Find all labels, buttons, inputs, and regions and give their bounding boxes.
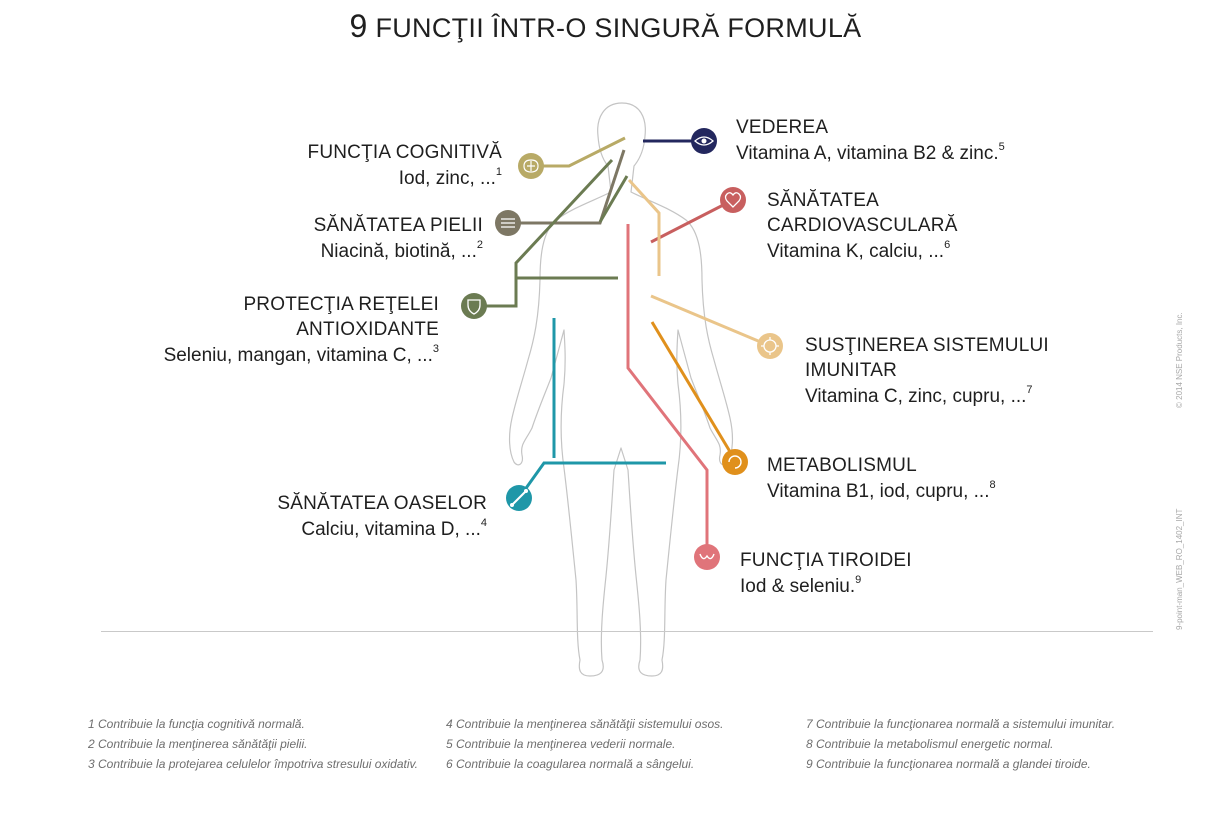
footnotes-column-2 xyxy=(446,714,791,774)
label-skin-health xyxy=(314,213,483,265)
vision-nutrients-line xyxy=(736,140,1005,167)
cognitive-function-ref: 1 xyxy=(495,165,502,178)
connector-immune-2 xyxy=(651,296,770,346)
connector-immune-1 xyxy=(629,180,659,276)
vision-nutrients: Vitamina A, vitamina B2 & zinc. xyxy=(736,143,999,164)
immune-ref: 7 xyxy=(1026,383,1033,396)
antioxidant-ref: 3 xyxy=(432,342,439,355)
vision-ref: 5 xyxy=(998,140,1005,153)
eye-icon xyxy=(691,128,717,154)
divider xyxy=(101,631,1153,632)
shield-icon xyxy=(461,293,487,319)
metabolism-title: METABOLISMUL xyxy=(767,455,917,476)
metabolism-nutrients: Vitamina B1, iod, cupru, ... xyxy=(767,481,990,502)
bone-health-ref: 4 xyxy=(480,516,487,529)
bone-icon xyxy=(506,485,532,511)
antioxidant-title-line-2: ANTIOXIDANTE xyxy=(296,319,439,340)
skin-icon xyxy=(495,210,521,236)
footnote-6: 6 Contribuie la coagularea normală a sângelui. xyxy=(446,757,695,771)
metabolism-nutrients-line xyxy=(767,478,996,505)
heart-icon xyxy=(720,187,746,213)
cardiovascular-title-line-2: CARDIOVASCULARĂ xyxy=(767,215,958,236)
bone-health-nutrients-line xyxy=(277,516,487,543)
cognitive-function-nutrients-line xyxy=(308,165,502,192)
document-code: 9-point-man_WEB_RO_1402_INT xyxy=(1175,508,1184,630)
connector-thyroid xyxy=(628,224,707,557)
footnote-1: 1 Contribuie la funcţia cognitivă normală. xyxy=(88,717,305,731)
skin-health-ref: 2 xyxy=(476,238,483,251)
cognitive-function-nutrients: Iod, zinc, ... xyxy=(398,168,496,189)
cardiovascular-title-line-1: SĂNĂTATEA xyxy=(767,190,879,211)
immune-title-line-2: IMUNITAR xyxy=(805,360,898,381)
footnote-7: 7 Contribuie la funcţionarea normală a sistemului imunitar. xyxy=(806,717,1116,731)
footnote-2: 2 Contribuie la menţinerea sănătăţii pielii. xyxy=(88,737,308,751)
immune-nutrients: Vitamina C, zinc, cupru, ... xyxy=(805,386,1027,407)
copyright-text: © 2014 NSE Products, Inc. xyxy=(1175,312,1184,408)
brain-icon xyxy=(518,153,544,179)
label-vision xyxy=(736,115,1005,167)
label-bone-health xyxy=(277,491,487,543)
skin-health-nutrients-line xyxy=(314,238,483,265)
bone-health-nutrients: Calciu, vitamina D, ... xyxy=(301,519,481,540)
footnote-8: 8 Contribuie la metabolismul energetic normal. xyxy=(806,737,1054,751)
cardiovascular-nutrients-line xyxy=(767,238,958,265)
thyroid-icon xyxy=(694,544,720,570)
immune-nutrients-line xyxy=(805,383,1049,410)
skin-health-title: SĂNĂTATEA PIELII xyxy=(313,215,483,236)
title-number: 9 xyxy=(349,8,368,44)
antioxidant-title-line-1: PROTECŢIA REŢELEI xyxy=(243,294,439,315)
antioxidant-nutrients: Seleniu, mangan, vitamina C, ... xyxy=(163,345,433,366)
metabolism-ref: 8 xyxy=(989,478,996,491)
footnotes-column-3 xyxy=(806,714,1161,774)
label-antioxidant-protection xyxy=(164,292,439,369)
immune-icon xyxy=(757,333,783,359)
immune-title-line-1: SUSŢINEREA SISTEMULUI xyxy=(805,335,1049,356)
footnotes-column-1 xyxy=(88,714,418,774)
label-metabolism xyxy=(767,453,996,505)
vision-title: VEDEREA xyxy=(736,117,829,138)
footnote-9: 9 Contribuie la funcţionarea normală a glandei tiroide. xyxy=(806,757,1091,771)
label-cardiovascular-health xyxy=(767,188,958,265)
label-cognitive-function xyxy=(308,140,502,192)
thyroid-nutrients-line xyxy=(740,573,912,600)
thyroid-title: FUNCŢIA TIROIDEI xyxy=(740,550,912,571)
label-immune-support xyxy=(805,333,1049,410)
footnote-5: 5 Contribuie la menţinerea vederii normale. xyxy=(446,737,676,751)
skin-health-nutrients: Niacină, biotină, ... xyxy=(320,241,477,262)
cardiovascular-nutrients: Vitamina K, calciu, ... xyxy=(767,241,945,262)
metabolism-icon xyxy=(722,449,748,475)
cognitive-function-title: FUNCŢIA COGNITIVĂ xyxy=(307,142,502,163)
footnote-4: 4 Contribuie la menţinerea sănătăţii sistemului osos. xyxy=(446,717,724,731)
footnote-3: 3 Contribuie la protejarea celulelor împotriva stresului oxidativ. xyxy=(88,757,418,771)
antioxidant-nutrients-line xyxy=(164,342,439,369)
label-thyroid-function xyxy=(740,548,912,600)
bone-health-title: SĂNĂTATEA OASELOR xyxy=(277,493,487,514)
connector-bones-1 xyxy=(519,463,666,498)
thyroid-nutrients: Iod & seleniu. xyxy=(740,576,856,597)
cardiovascular-ref: 6 xyxy=(944,238,951,251)
title-text: FUNCŢII ÎNTR-O SINGURĂ FORMULĂ xyxy=(375,13,862,43)
thyroid-ref: 9 xyxy=(855,573,862,586)
